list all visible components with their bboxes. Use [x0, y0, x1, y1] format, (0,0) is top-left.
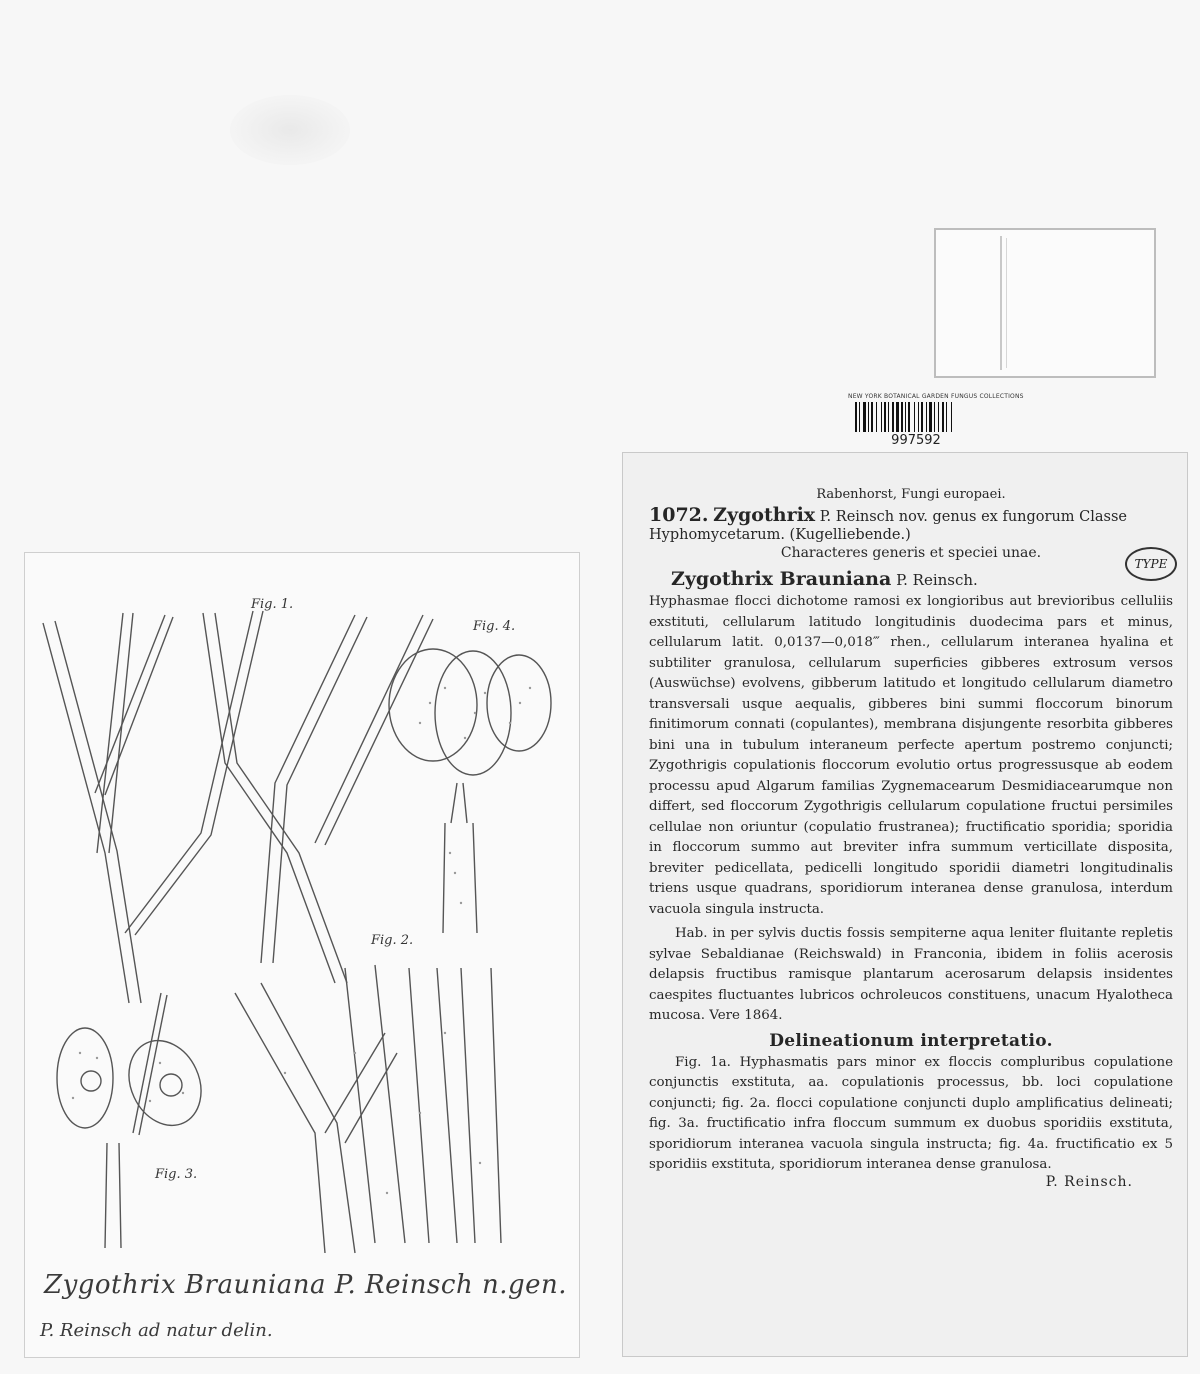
- hyphae-drawing: [25, 553, 581, 1359]
- sporidium-2: [435, 651, 511, 775]
- fig-4-label: Fig. 4.: [473, 619, 516, 634]
- label-characters: Characteres generis et speciei unae.: [780, 545, 1042, 561]
- label-description: Hyphasmae flocci dichotome ramosi ex longioribus aut brevioribus celluliis exstituti, cellularum latitudo longitudinis duodecima pars et minus, cellularum latit. 0,0137—0,018‴ rhen., cellularum interanea hyalina et subtiliter granulosa, cellularum superficies gibberes extrosum versos (Auswüchse) evolvens, gibberum latitudo et longitudo cellularum diametro transversali usque aequalis, gibberes bini summi floccorum binorum finitimorum connati (copulantes), membrana disjungente resorbita gibberes bini una in tubulum interaneum perfecte apertum postremo conjuncti; Zygothrigis copulationis floccorum evolutio ortus progressusque ab eodem processu apud Algarum familias Zygnemacearum Desmidiacearumque non differt, sed floccorum Zygothrigis cellularum copulatione fructui persimiles cellulae non oriuntur (copulatio frustranea); fructificatio sporidia; sporidia in floccorum summo aut breviter infra summum verticillate disposita, breviter pedicellata, pedicelli longitudo sporidii diametri longitudinalis triens usque quadrans, sporidiorum interanea dense granulosa, interdum vacuola singula instructa.: [649, 594, 1173, 917]
- fig4-stalk: [443, 823, 477, 933]
- hypha-5: [125, 611, 253, 933]
- sporidium-1: [389, 649, 477, 761]
- label-source: Rabenhorst, Fungi europaei.: [816, 487, 1006, 502]
- barcode-label: [848, 393, 1024, 453]
- fig-2-label: Fig. 2.: [371, 933, 414, 948]
- label-author: P. Reinsch.: [1045, 1173, 1133, 1190]
- vacuole-right: [160, 1074, 182, 1096]
- barcode-icon: [853, 402, 979, 432]
- plate-credit: P. Reinsch ad natur delin.: [40, 1320, 273, 1341]
- thick-hypha-3: [409, 968, 457, 1243]
- label-number: 1072.: [649, 504, 709, 526]
- barcode-number: 997592: [891, 433, 941, 448]
- granulation-dots: [72, 687, 531, 1194]
- exsiccata-label: [622, 452, 1188, 1357]
- hypha-1b: [55, 621, 141, 1003]
- vacuole-left: [81, 1071, 101, 1091]
- packet-fold: [1000, 236, 1002, 370]
- illustration-plate: [24, 552, 580, 1358]
- hypha-3b: [105, 617, 173, 795]
- fig3-hypha: [133, 993, 167, 1135]
- thick-hypha-5: [325, 1033, 397, 1143]
- label-species-author: P. Reinsch.: [896, 571, 978, 589]
- thick-hypha-4: [461, 968, 501, 1243]
- paper-stain: [230, 95, 350, 165]
- label-habitat: Hab. in per sylvis ductis fossis sempiterne aqua leniter fluitante repletis sylvae Sebaldianae (Reichswald) in Franconia, ibidem in foliis acerosis delapsis fructibus ramisque plantarum acerosarum delapsis insidentes caespites fluctuantes lubricos ochroleucos constituens, unacum Hyalotheca mucosa. Vere 1864.: [649, 926, 1173, 1023]
- fig-3-label: Fig. 3.: [155, 1167, 198, 1182]
- specimen-packet: [934, 228, 1156, 378]
- fig-1-label: Fig. 1.: [251, 597, 294, 612]
- label-genus-line: [649, 506, 1173, 544]
- hypha-4b: [215, 613, 347, 983]
- label-genus: Zygothrix: [713, 504, 816, 526]
- sporidium-pair-right: [116, 1029, 215, 1137]
- type-stamp: TYPE: [1125, 547, 1177, 581]
- label-species-line: [649, 568, 1173, 590]
- thick-hypha-2: [345, 965, 405, 1243]
- plate-caption: Zygothrix Brauniana P. Reinsch n.gen.: [44, 1270, 568, 1300]
- packet-flap: [1006, 238, 1148, 368]
- label-genus-rest: P. Reinsch nov. genus ex fungorum Classe Hyphomycetarum. (Kugelliebende.): [649, 509, 1127, 543]
- fig3-stalk: [105, 1143, 121, 1248]
- barcode-title: NEW YORK BOTANICAL GARDEN FUNGUS COLLECTIONS: [848, 393, 1024, 400]
- fig4-pedicel: [451, 783, 467, 823]
- hypha-7: [315, 615, 423, 843]
- label-interp-heading: Delineationum interpretatio.: [769, 1030, 1053, 1051]
- sporidium-pair-left: [57, 1028, 113, 1128]
- label-interpretation: Fig. 1a. Hyphasmatis pars minor ex floccis compluribus copulatione conjunctis exstituta, aa. copulationis processus, bb. loci copulatione conjuncti; fig. 2a. flocci copulatione conjuncti duplo amplificatius delineati; fig. 3a. fructificatio infra floccum summum ex duobus sporidiis exstituta, sporidiorum interanea vacuola singula instructa; fig. 4a. fructificatio ex 5 sporidiis exstituta, sporidiorum interanea dense granulosa.: [649, 1054, 1173, 1172]
- label-species: Zygothrix Brauniana: [671, 568, 892, 590]
- thick-hypha-1: [235, 983, 355, 1253]
